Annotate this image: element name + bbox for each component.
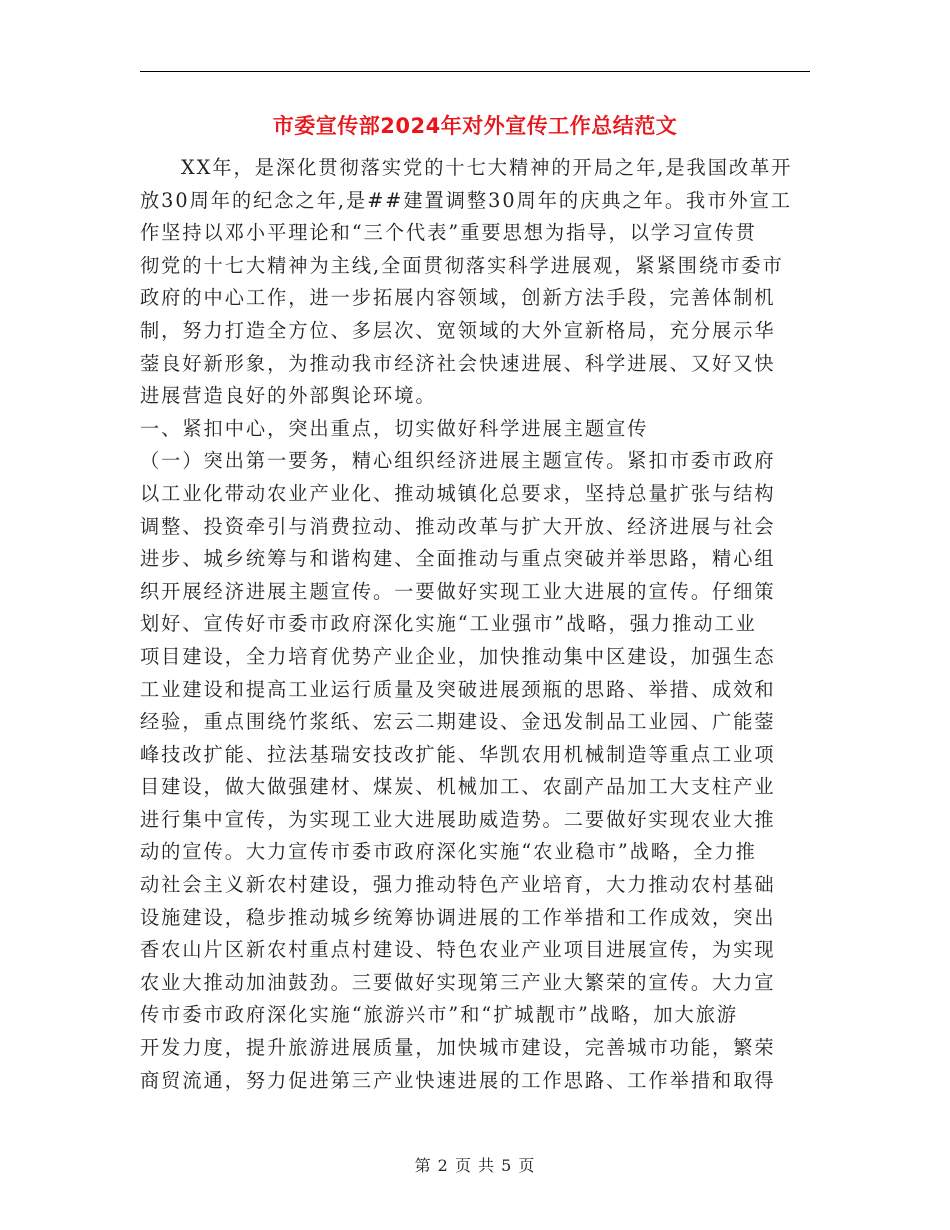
paragraph-line: 作坚持以邓小平理论和“三个代表”重要思想为指导，以学习宣传贯	[140, 221, 757, 245]
paragraph-line: XX年，是深化贯彻落实党的十七大精神的开局之年,是我国改革开	[181, 156, 793, 179]
paragraph-line: 传市委市政府深化实施“旅游兴市”和“扩城靓市”战略，加大旅游	[140, 1003, 739, 1027]
page-footer: 第 2 页 共 5 页	[414, 1156, 536, 1175]
paragraph-line: 农业大推动加油鼓劲。三要做好实现第三产业大繁荣的宣传。大力宣	[140, 970, 776, 994]
paragraph-line: 目建设，做大做强建材、煤炭、机械加工、农副产品加工大支柱产业	[140, 775, 776, 799]
paragraph-line: 经验，重点围绕竹浆纸、宏云二期建设、金迅发制品工业园、广能蓥	[140, 710, 776, 734]
paragraph-line: 峰技改扩能、拉法基瑞安技改扩能、华凯农用机械制造等重点工业项	[140, 742, 776, 766]
paragraph-line: 设施建设，稳步推动城乡统筹协调进展的工作举措和工作成效，突出	[140, 905, 776, 929]
paragraph-line: 调整、投资牵引与消费拉动、推动改革与扩大开放、经济进展与社会	[140, 514, 776, 538]
paragraph-line: 香农山片区新农村重点村建设、特色农业产业项目进展宣传，为实现	[140, 938, 776, 962]
paragraph-line: 进行集中宣传，为实现工业大进展助威造势。二要做好实现农业大推	[140, 807, 776, 831]
paragraph-line: 项目建设，全力培育优势产业企业，加快推动集中区建设，加强生态	[140, 644, 776, 668]
paragraph-line: （一）突出第一要务，精心组织经济进展主题宣传。紧扣市委市政府	[140, 449, 776, 473]
paragraph-line: 放30周年的纪念之年,是##建置调整30周年的庆典之年。我市外宣工	[140, 188, 792, 212]
paragraph-line: 进步、城乡统筹与和谐构建、全面推动与重点突破并举思路，精心组	[140, 547, 776, 571]
paragraph-line: 动社会主义新农村建设，强力推动特色产业培育，大力推动农村基础	[140, 873, 776, 897]
section-heading: 一、紧扣中心，突出重点，切实做好科学进展主题宣传	[140, 416, 649, 440]
paragraph-line: 划好、宣传好市委市政府深化实施“工业强市”战略，强力推动工业	[140, 612, 757, 636]
paragraph-line: 彻党的十七大精神为主线,全面贯彻落实科学进展观，紧紧围绕市委市	[140, 253, 784, 277]
paragraph-line: 以工业化带动农业产业化、推动城镇化总要求，坚持总量扩张与结构	[140, 481, 776, 505]
paragraph-line: 开发力度，提升旅游进展质量，加快城市建设，完善城市功能，繁荣	[140, 1036, 776, 1060]
paragraph-line: 动的宣传。大力宣传市委市政府深化实施“农业稳市”战略，全力推	[140, 840, 757, 864]
paragraph-line: 政府的中心工作，进一步拓展内容领域，创新方法手段，完善体制机	[140, 286, 776, 310]
document-body	[140, 152, 810, 1097]
paragraph-line: 蓥良好新形象，为推动我市经济社会快速进展、科学进展、又好又快	[140, 351, 776, 375]
paragraph-line: 织开展经济进展主题宣传。一要做好实现工业大进展的宣传。仔细策	[140, 579, 776, 603]
paragraph-line: 商贸流通，努力促进第三产业快速进展的工作思路、工作举措和取得	[140, 1068, 776, 1092]
page-title: 市委宣传部2024年对外宣传工作总结范文	[272, 114, 678, 138]
top-rule	[140, 71, 810, 72]
paragraph-line: 进展营造良好的外部舆论环境。	[140, 384, 437, 408]
paragraph-line: 制，努力打造全方位、多层次、宽领域的大外宣新格局，充分展示华	[140, 318, 776, 342]
paragraph-line: 工业建设和提高工业运行质量及突破进展颈瓶的思路、举措、成效和	[140, 677, 776, 701]
